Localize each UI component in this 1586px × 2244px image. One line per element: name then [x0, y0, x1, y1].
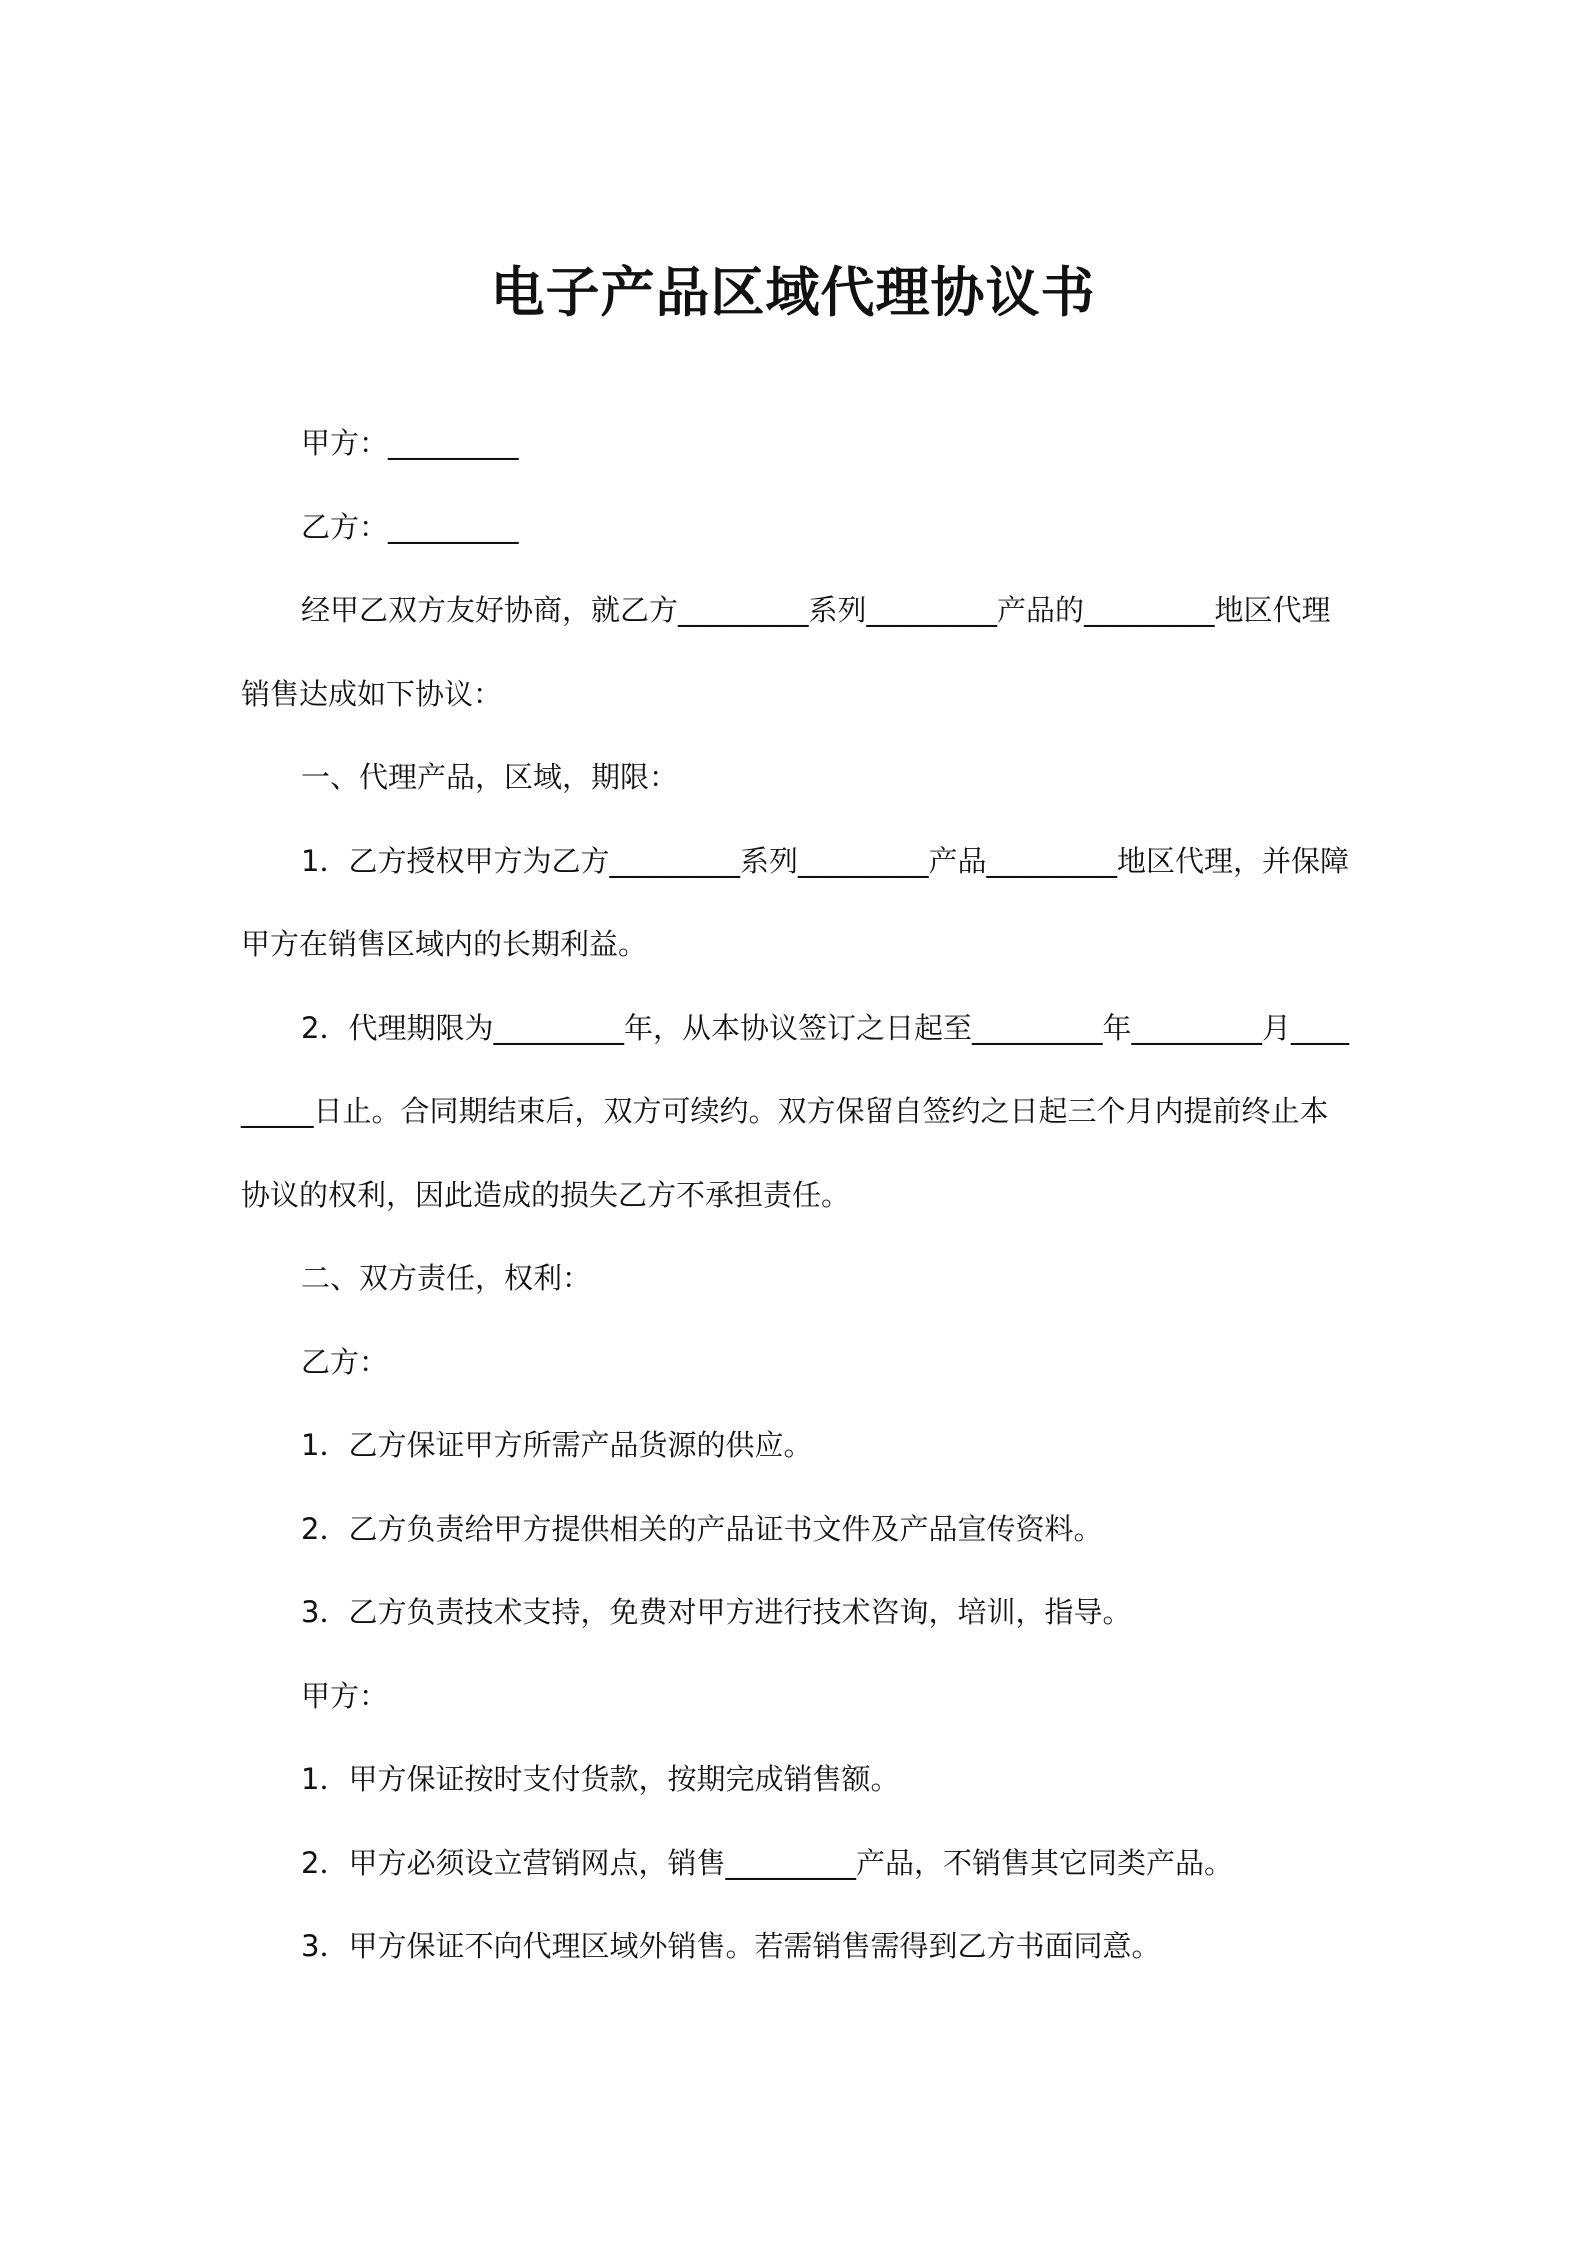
party-b-subheading: 乙方：: [301, 1344, 389, 1379]
section-1-clause-2: 2．代理期限为_________年，从本协议签订之日起至_________年_________月_________日止。合同期结束后，双方可续约。双方保留自签约之日起三个月内提前终止本协议的权利，因此造成的损失乙方不承担责任。: [241, 1010, 1349, 1212]
party-a-clause-2: 2．甲方必须设立营销网点，销售_________产品，不销售其它同类产品。: [301, 1845, 1233, 1880]
party-a-clause-3: 3．甲方保证不向代理区域外销售。若需销售需得到乙方书面同意。: [301, 1929, 1161, 1963]
party-b-clause-1: 1．乙方保证甲方所需产品货源的供应。: [301, 1428, 813, 1462]
section-2-heading: 二、双方责任，权利：: [301, 1261, 592, 1295]
document-title: 电子产品区域代理协议书: [490, 261, 1096, 324]
party-b-line: 乙方：_________: [301, 509, 519, 544]
document-body: [241, 402, 1357, 1989]
party-b-clause-3: 3．乙方负责技术支持，免费对甲方进行技术咨询，培训，指导。: [301, 1595, 1132, 1629]
section-1-clause-1: 1．乙方授权甲方为乙方_________系列_________产品_________地区代理，并保障甲方在销售区域内的长期利益。: [241, 843, 1349, 961]
party-a-subheading: 甲方：: [301, 1678, 389, 1713]
section-1-heading: 一、代理产品，区域，期限：: [301, 760, 679, 794]
party-a-clause-1: 1．甲方保证按时支付货款，按期完成销售额。: [301, 1762, 900, 1796]
party-b-clause-2: 2．乙方负责给甲方提供相关的产品证书文件及产品宣传资料。: [301, 1511, 1103, 1546]
preamble-paragraph: 经甲乙双方友好协商，就乙方_________系列_________产品的_________地区代理销售达成如下协议：: [241, 593, 1331, 711]
party-a-line: 甲方：_________: [301, 426, 519, 460]
